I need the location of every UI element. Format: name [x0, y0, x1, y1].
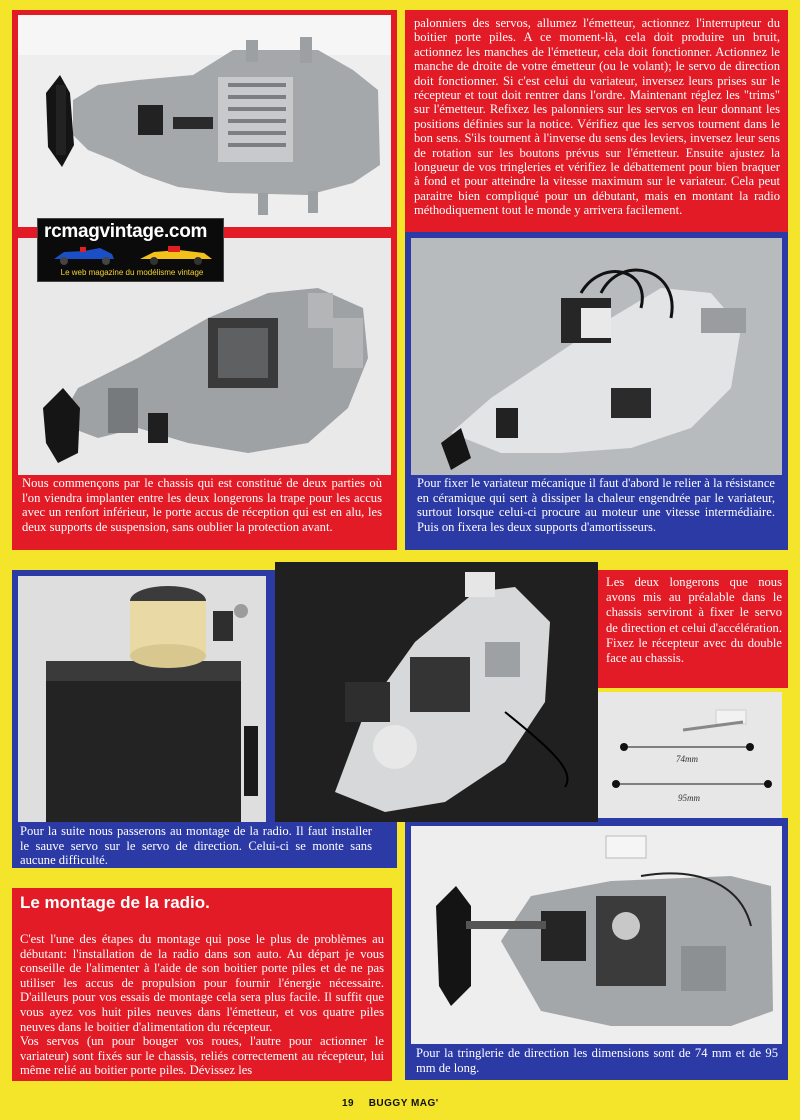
- photo-servo: [18, 576, 266, 822]
- photo-chassis-top-view: [18, 15, 391, 227]
- caption-servo: Pour la suite nous passerons au montage de la radio. Il faut installer le sauve servo sur le servo de direction. Celui-ci se monte sans aucune difficulté.: [20, 824, 372, 868]
- rcmagvintage-logo: [37, 218, 224, 282]
- caption-tringlerie: Pour la tringlerie de direction les dimensions sont de 74 mm et de 95 mm de long.: [416, 1046, 778, 1075]
- caption-variateur: Pour fixer le variateur mécanique il faut d'abord le relier à la résistance en céramique qui sert à dissiper la chaleur engendrée par le variateur, surtout lorsque celui-ci procure au moteur une vitesse intermédiaire. Puis on fixera les deux supports d'amortisseurs.: [417, 476, 775, 534]
- radio-section-heading: Le montage de la radio.: [20, 893, 210, 912]
- logo-subtitle: Le web magazine du modélisme vintage: [60, 268, 204, 277]
- intro-text: palonniers des servos, allumez l'émetteur, actionnez l'interrupteur du boitier porte piles. A ce moment-là, cela doit produire un bruit, actionnez les manches de l'émetteur, cela doit fonctionner. Actionnez le manche de droite de votre émetteur (ou le volant); le servo de direction doit fonctionner. Si c'est celui du variateur, inversez leurs prises sur le récepteur et tout doit rentrer dans l'ordre. Maintenant réglez les "trims" sur l'émetteur. Refixez les palonniers sur les servos en leur donnant les positions définies sur la notice. Vérifiez que les servos tournent dans le bon sens. S'ils tournent à l'inverse du sens des leviers, inversez leur sens de rotation sur les boutons prévus sur l'émetteur. Ensuite ajustez la longueur de vos tringleries et vérifiez le débattement pour bien braquer à fond et pour atteindre la vitesse maximum sur le variateur. Cela peut paraitre bien compliqué pour un débutant, mais en montant la radio méthodiquement tout le monde y arrivera facilement.: [414, 16, 780, 218]
- photo-steering-rods: [598, 692, 782, 818]
- page-footer: [342, 1098, 439, 1109]
- magazine-name: BUGGY MAG': [368, 1098, 439, 1109]
- logo-title: rcmagvintage.com: [44, 221, 208, 242]
- caption-chassis: Nous commençons par le chassis qui est constitué de deux parties où l'on viendra implanter entre les deux longerons la trape pour les accus avec un renfort inférieur, le porte accus de réception qui est en alu, les deux supports de suspension, sans oublier la protection avant.: [22, 476, 382, 534]
- buggy-icon: [50, 244, 120, 266]
- photo-completed-chassis: [411, 826, 782, 1044]
- caption-longerons: Les deux longerons que nous avons mis au préalable dans le chassis serviront à fixer le servo de direction et celui d'accélération. Fixez le récepteur avec du double face au chassis.: [606, 575, 782, 666]
- photo-chassis-variateur: [411, 238, 782, 475]
- page-number: 19: [342, 1098, 355, 1109]
- photo-radio-install: [275, 562, 598, 822]
- rod-long-label: 95mm: [678, 793, 700, 803]
- car-icon: [134, 244, 216, 266]
- rod-short-label: 74mm: [676, 754, 698, 764]
- radio-section-body: C'est l'une des étapes du montage qui pose le plus de problèmes au débutant: l'installation de la radio dans son auto. Au départ je vous conseille de l'alimenter à l'aide de son boitier porte piles et de ne pas utiliser les accus de propulsion pour fournir l'énergie nécessaire. D'ailleurs pour vos essais de montage cela sera plus facile. Il suffit que vous ayez vos huit piles neuves dans l'émetteur, et vos quatre piles neuves dans le boitier d'alimentation du récepteur. Vos servos (un pour bouger vos roues, l'autre pour actionner le variateur) sont fixés sur le chassis, reliés correctement au récepteur, lui même relié au boitier porte piles. Dévissez les: [20, 932, 384, 1078]
